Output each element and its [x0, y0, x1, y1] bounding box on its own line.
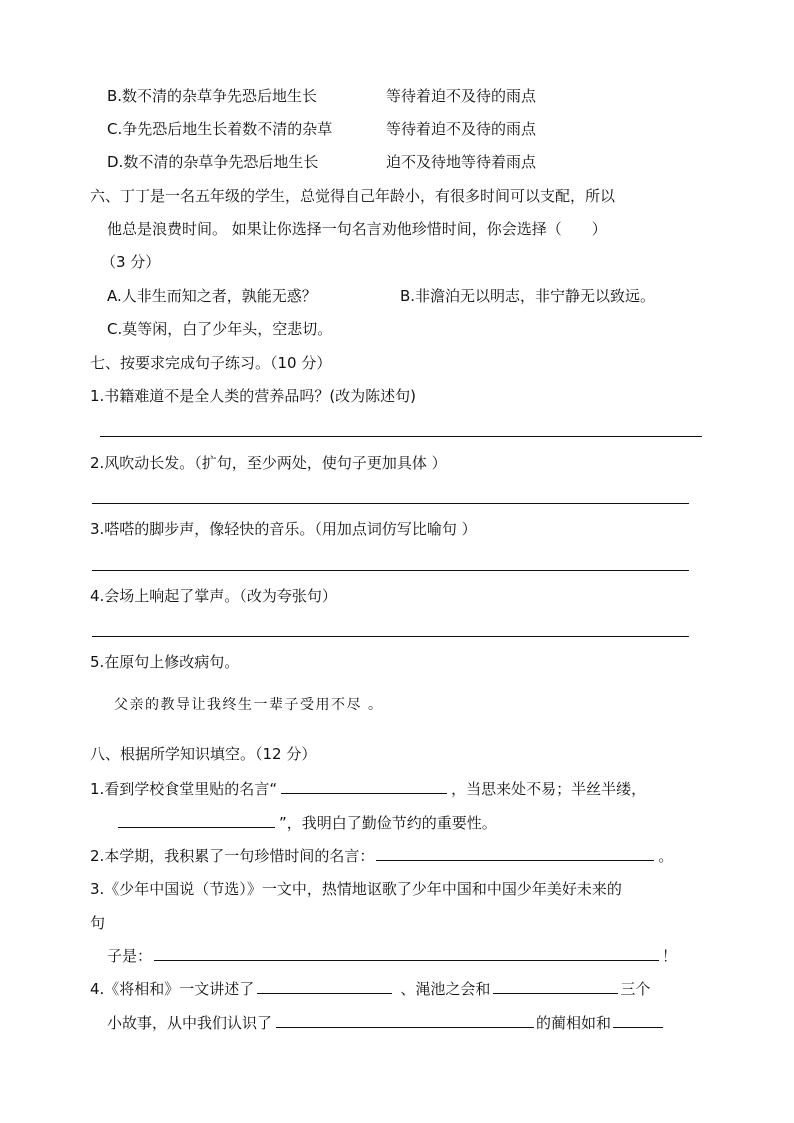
answer-line-q2[interactable] — [92, 503, 689, 504]
option-d-right: 迫不及待地等待着雨点 — [386, 153, 537, 171]
answer-line-q1[interactable] — [100, 436, 702, 437]
q3-end: ！ — [662, 947, 678, 965]
q4-text-b: 、渑池之会和 — [400, 980, 491, 998]
q1-blank-2[interactable] — [118, 813, 275, 828]
option-d-left: D.数不清的杂草争先恐后地生长 — [107, 153, 319, 171]
section8-q1-line1 — [90, 779, 646, 799]
section7-q3: 3.嗒嗒的脚步声，像轻快的音乐。（用加点词仿写比喻句 ） — [90, 520, 477, 538]
option-c-right: 等待着迫不及待的雨点 — [386, 120, 537, 138]
section8-q3-line3 — [107, 946, 677, 966]
q1-text-c: ”，我明白了勤俭节约的重要性。 — [279, 814, 497, 832]
q3-text-c: 子是： — [107, 947, 153, 965]
q4-blank-2[interactable] — [493, 979, 618, 994]
section6-option-a: A.人非生而知之者，孰能无惑？ — [107, 287, 317, 305]
q4-text-e: 的蔺相如和 — [536, 1014, 612, 1032]
section7-q5: 5.在原句上修改病句。 — [90, 653, 240, 671]
section7-q1: 1.书籍难道不是全人类的营养品吗？(改为陈述句) — [90, 387, 417, 405]
answer-line-q3[interactable] — [92, 570, 689, 571]
q1-blank-1[interactable] — [281, 779, 447, 794]
option-b-right: 等待着迫不及待的雨点 — [386, 87, 537, 105]
q1-text-a: 1.看到学校食堂里贴的名言“ — [90, 780, 278, 798]
q4-blank-3[interactable] — [276, 1013, 534, 1028]
option-c-left: C.争先恐后地生长着数不清的杂草 — [107, 120, 333, 138]
section8-q4-line2 — [107, 1013, 663, 1033]
section8-q2 — [90, 846, 673, 866]
section8-q1-line2 — [118, 813, 497, 833]
q4-text-a: 4.《将相和》一文讲述了 — [90, 980, 255, 998]
section7-q4: 4.会场上响起了掌声。（改为夸张句） — [90, 587, 337, 605]
section7-q2: 2.风吹动长发。（扩句，至少两处，使句子更加具体 ） — [90, 454, 447, 472]
q1-text-b: ，当思来处不易；半丝半缕， — [451, 780, 647, 798]
section6-option-b: B.非澹泊无以明志，非宁静无以致远。 — [400, 287, 656, 305]
q4-blank-4[interactable] — [613, 1013, 663, 1028]
sick-sentence: 父亲的教导让我终生一辈子受用不尽 。 — [114, 697, 384, 713]
answer-line-q4[interactable] — [92, 636, 689, 637]
section6-option-c: C.莫等闲，白了少年头，空悲切。 — [107, 320, 333, 338]
option-b-left: B.数不清的杂草争先恐后地生长 — [107, 87, 318, 105]
section7-title: 七、按要求完成句子练习。（10 分） — [90, 354, 332, 372]
q4-text-c: 三个 — [620, 980, 651, 998]
section8-q3-line1: 3.《少年中国说（节选）》一文中，热情地讴歌了少年中国和中国少年美好未来的 — [90, 880, 622, 898]
section8-q3-line2: 句 — [90, 914, 106, 932]
q4-text-d: 小故事，从中我们认识了 — [107, 1014, 273, 1032]
section6-score: （3 分） — [101, 253, 161, 271]
section8-title: 八、根据所学知识填空。（12 分） — [90, 745, 317, 763]
q3-blank[interactable] — [154, 946, 659, 961]
section8-q4-line1 — [90, 979, 650, 999]
q2-blank[interactable] — [376, 846, 654, 861]
q2-end: 。 — [658, 847, 674, 865]
q2-text: 2.本学期，我积累了一句珍惜时间的名言： — [90, 847, 375, 865]
section6-line2: 他总是浪费时间。 如果让你选择一句名言劝他珍惜时间，你会选择（ ） — [107, 220, 607, 238]
q4-blank-1[interactable] — [257, 979, 392, 994]
section6-line1: 六、丁丁是一名五年级的学生，总觉得自己年龄小，有很多时间可以支配，所以 — [90, 187, 616, 205]
